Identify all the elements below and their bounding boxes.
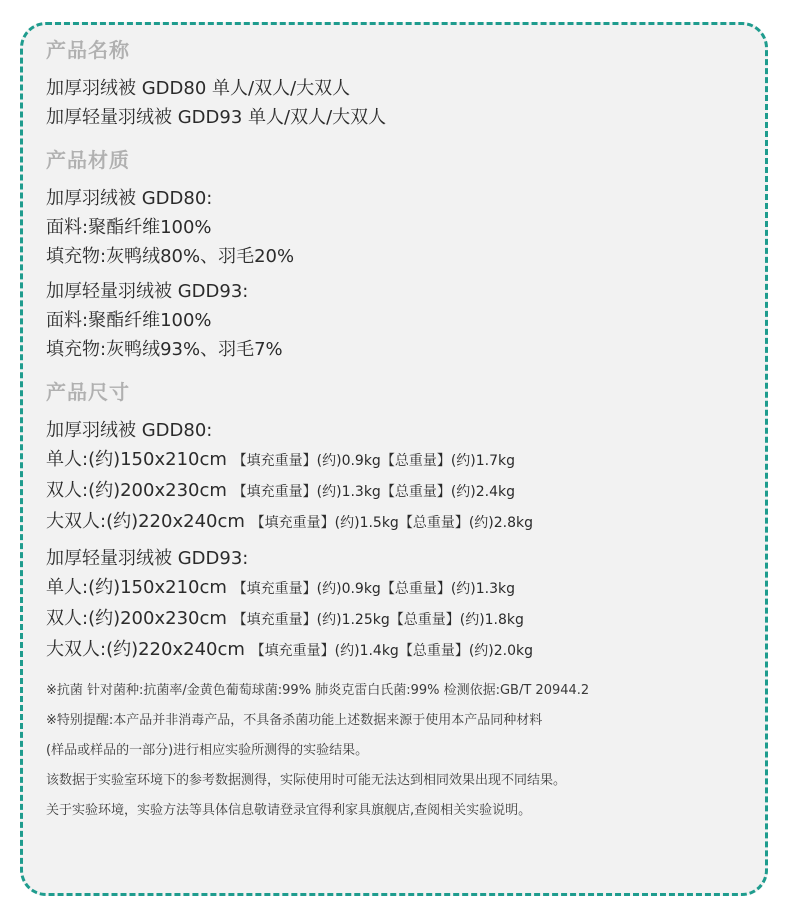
material-g2-fabric: 面料:聚酯纤维100% — [46, 310, 212, 331]
note-reminder: ※特别提醒:本产品并非消毒产品，不具备杀菌功能上述数据来源于使用本产品同种材料 — [46, 713, 543, 728]
size-row: 双人:(约)200x230cm 【填充重量】(约)1.25kg【总重量】(约)1.8kg — [46, 608, 524, 629]
note-lab: 该数据于实验室环境下的参考数据测得，实际使用时可能无法达到相同效果出现不同结果。 — [46, 773, 567, 788]
material-g1-fabric: 面料:聚酯纤维100% — [46, 217, 212, 238]
size-row: 单人:(约)150x210cm 【填充重量】(约)0.9kg【总重量】(约)1.3kg — [46, 577, 516, 598]
size-g1-title: 加厚羽绒被 GDD80: — [46, 420, 213, 441]
name-line-1: 加厚羽绒被 GDD80 单人/双人/大双人 — [46, 78, 351, 99]
note-info: 关于实验环境，实验方法等具体信息敬请登录宜得利家具旗舰店,查阅相关实验说明。 — [46, 803, 532, 818]
product-info — [46, 36, 736, 826]
material-g2-title: 加厚轻量羽绒被 GDD93: — [46, 281, 249, 302]
material-g1-title: 加厚羽绒被 GDD80: — [46, 188, 213, 209]
size-row: 单人:(约)150x210cm 【填充重量】(约)0.9kg【总重量】(约)1.7kg — [46, 449, 516, 470]
heading-size: 产品尺寸 — [46, 380, 130, 404]
size-row: 双人:(约)200x230cm 【填充重量】(约)1.3kg【总重量】(约)2.4kg — [46, 480, 516, 501]
heading-name: 产品名称 — [46, 38, 130, 62]
material-g1-filling: 填充物:灰鸭绒80%、羽毛20% — [46, 246, 295, 267]
heading-material: 产品材质 — [46, 148, 130, 172]
material-g2-filling: 填充物:灰鸭绒93%、羽毛7% — [46, 339, 283, 360]
size-row: 大双人:(约)220x240cm 【填充重量】(约)1.5kg【总重量】(约)2.8kg — [46, 511, 534, 532]
name-line-2: 加厚轻量羽绒被 GDD93 单人/双人/大双人 — [46, 107, 387, 128]
note-sample: (样品或样品的一部分)进行相应实验所测得的实验结果。 — [46, 743, 369, 758]
note-antibacterial: ※抗菌 针对菌种:抗菌率/金黄色葡萄球菌:99% 肺炎克雷白氏菌:99% 检测依据:GB/T 20944.2 — [46, 683, 590, 698]
size-row: 大双人:(约)220x240cm 【填充重量】(约)1.4kg【总重量】(约)2.0kg — [46, 639, 534, 660]
size-g2-title: 加厚轻量羽绒被 GDD93: — [46, 548, 249, 569]
